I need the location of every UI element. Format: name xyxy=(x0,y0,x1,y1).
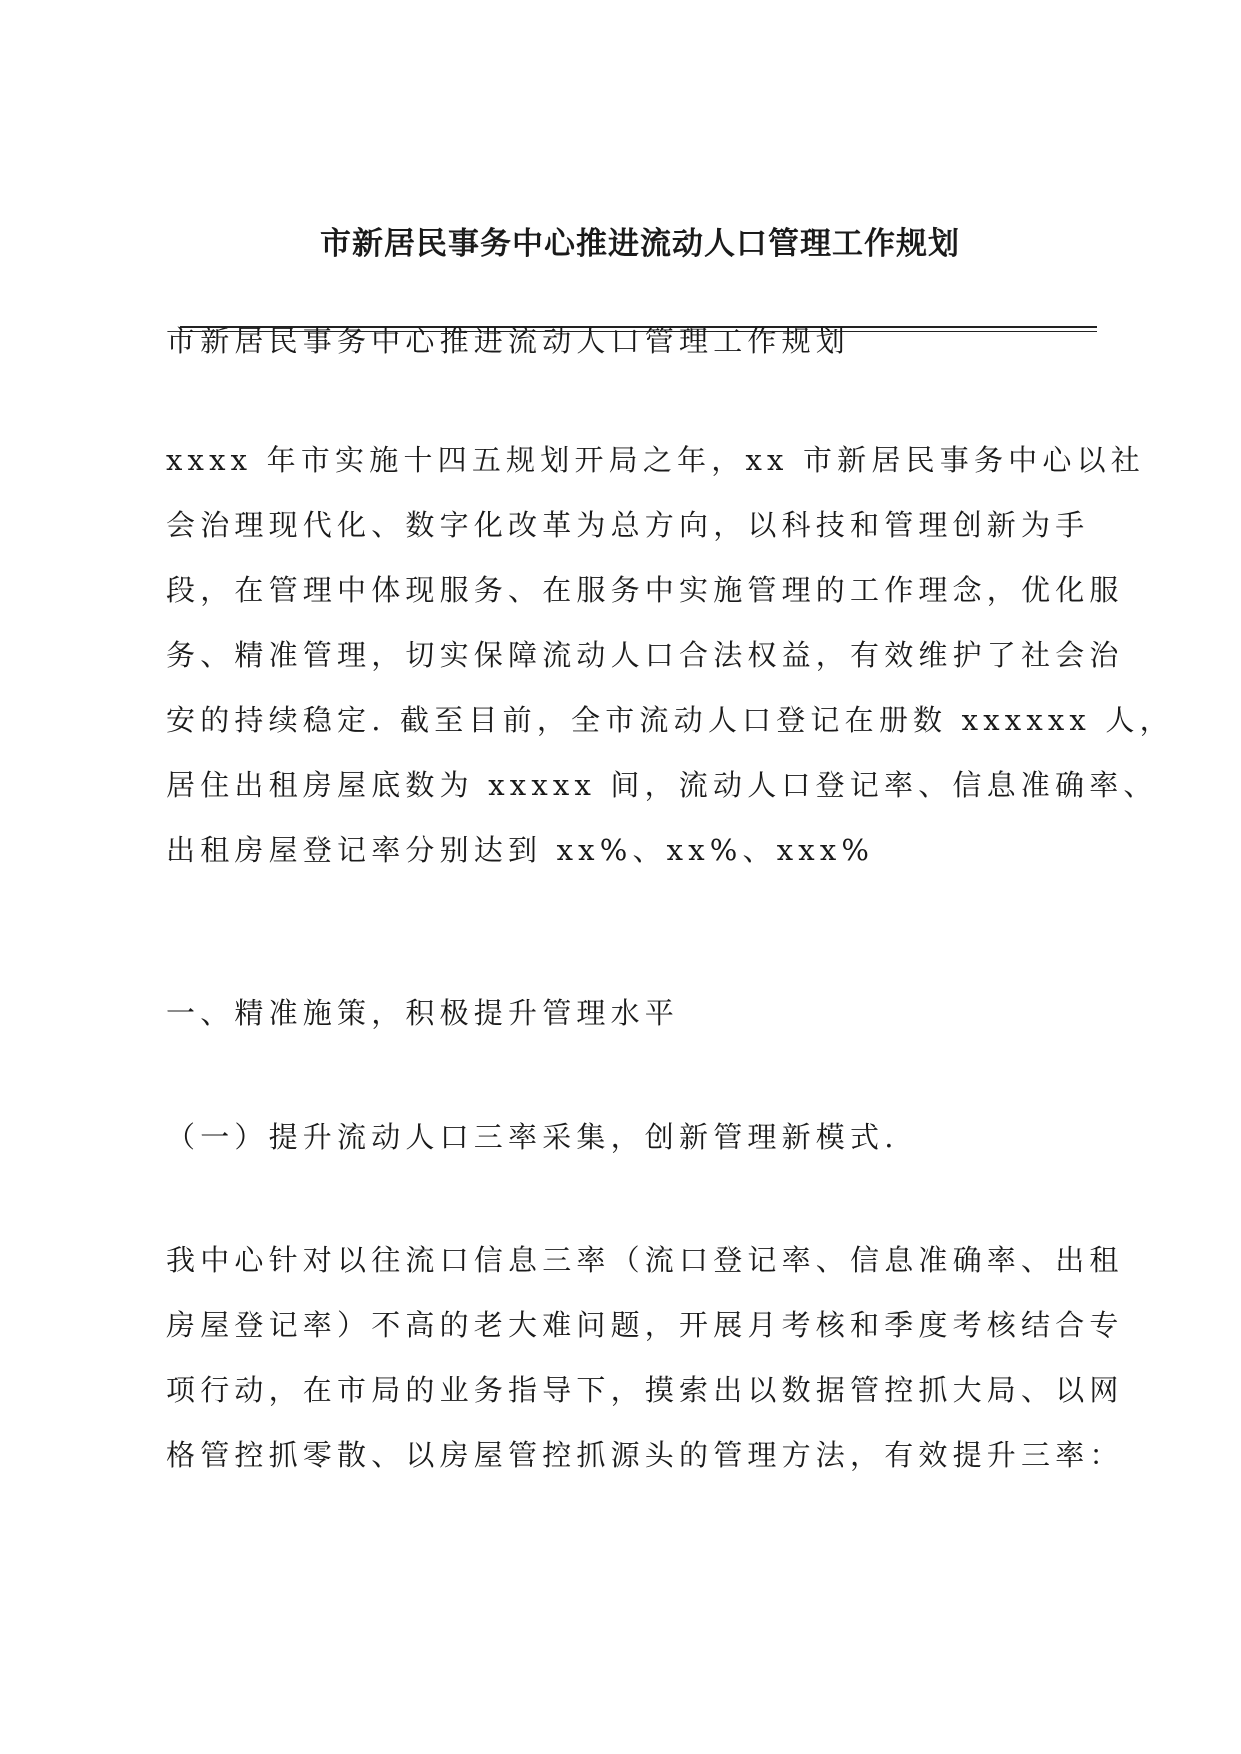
body-paragraph xyxy=(166,1228,1124,1488)
section-heading: 一、精准施策，积极提升管理水平 xyxy=(166,996,680,1030)
paragraph-line: 房屋登记率）不高的老大难问题，开展月考核和季度考核结合专 xyxy=(166,1308,1124,1342)
paragraph-line: 项行动，在市局的业务指导下，摸索出以数据管控抓大局、以网 xyxy=(166,1373,1124,1407)
paragraph-line: 格管控抓零散、以房屋管控抓源头的管理方法，有效提升三率： xyxy=(166,1438,1124,1472)
document-subtitle: 市新居民事务中心推进流动人口管理工作规划 xyxy=(166,324,851,358)
intro-paragraph xyxy=(166,428,1174,883)
document-title: 市新居民事务中心推进流动人口管理工作规划 xyxy=(320,226,960,262)
paragraph-line: 安的持续稳定. 截至目前，全市流动人口登记在册数 xxxxxx 人， xyxy=(166,703,1174,737)
subsection-heading: （一）提升流动人口三率采集，创新管理新模式. xyxy=(166,1120,899,1154)
paragraph-line: xxxx 年市实施十四五规划开局之年，xx 市新居民事务中心以社 xyxy=(166,443,1145,477)
paragraph-line: 会治理现代化、数字化改革为总方向，以科技和管理创新为手 xyxy=(166,508,1090,542)
paragraph-line: 出租房屋登记率分别达到 xx%、xx%、xxx% xyxy=(166,833,875,867)
paragraph-line: 段，在管理中体现服务、在服务中实施管理的工作理念，优化服 xyxy=(166,573,1124,607)
paragraph-line: 务、精准管理，切实保障流动人口合法权益，有效维护了社会治 xyxy=(166,638,1124,672)
paragraph-line: 居住出租房屋底数为 xxxxx 间，流动人口登记率、信息准确率、 xyxy=(166,768,1158,802)
paragraph-line: 我中心针对以往流口信息三率（流口登记率、信息准确率、出租 xyxy=(166,1243,1124,1277)
